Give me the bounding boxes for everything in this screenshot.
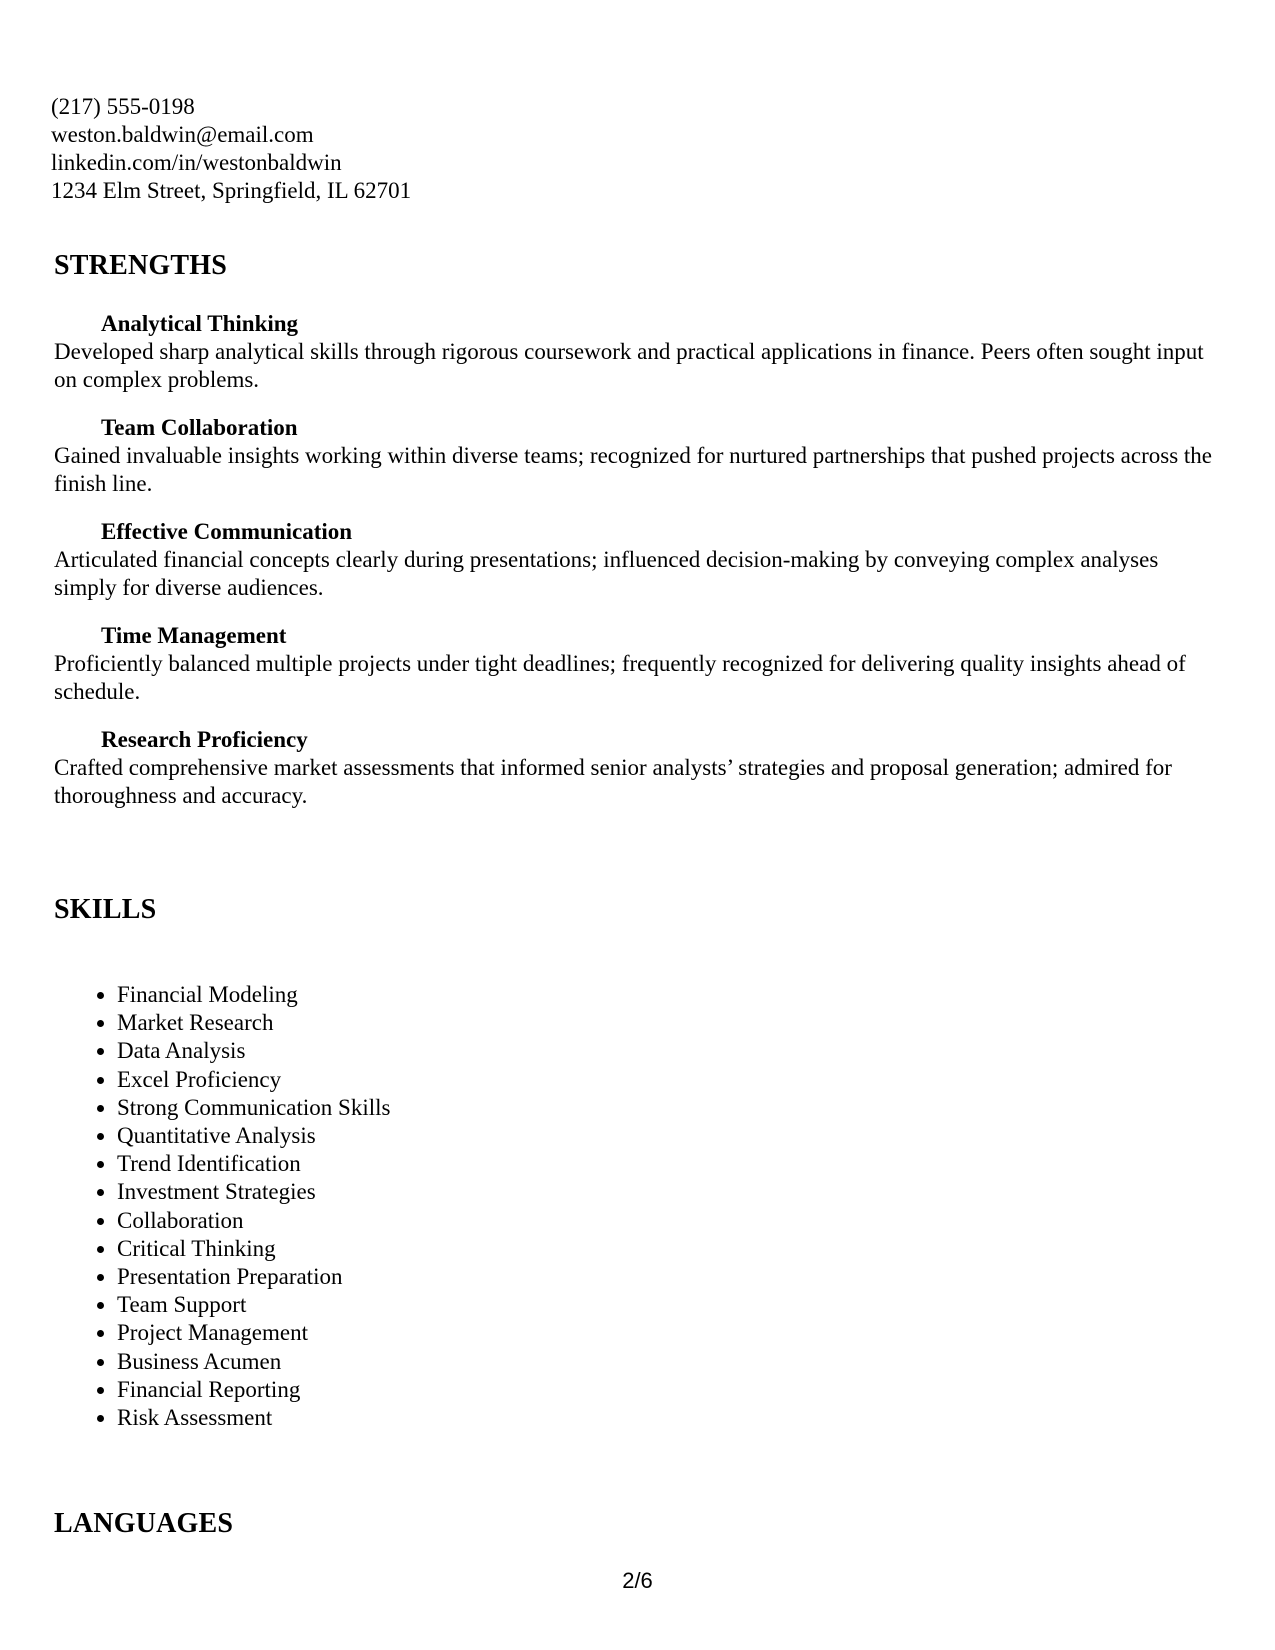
skill-item: • Critical Thinking xyxy=(117,1235,390,1263)
strength-name: Time Management xyxy=(101,623,287,648)
strength-item xyxy=(54,414,1224,498)
page-number: 2/6 xyxy=(622,1568,653,1593)
skill-item: • Market Research xyxy=(117,1009,390,1037)
skill-item: • Data Analysis xyxy=(117,1037,390,1065)
skill-item: • Team Support xyxy=(117,1291,390,1319)
strength-name: Effective Communication xyxy=(101,519,353,544)
contact-email: weston.baldwin@email.com xyxy=(51,122,314,147)
strength-name: Analytical Thinking xyxy=(101,311,299,336)
strength-description: Gained invaluable insights working within diverse teams; recognized for nurtured partnerships that pushed projects across the finish line. xyxy=(54,443,1212,496)
skill-item: • Quantitative Analysis xyxy=(117,1122,390,1150)
strength-item xyxy=(54,310,1224,394)
skill-item: • Risk Assessment xyxy=(117,1404,390,1432)
skill-item: • Business Acumen xyxy=(117,1348,390,1376)
strength-name: Team Collaboration xyxy=(101,415,298,440)
contact-block xyxy=(51,93,411,205)
strengths-list xyxy=(54,310,1224,830)
strength-description: Proficiently balanced multiple projects under tight deadlines; frequently recognized for delivering quality insights ahead of schedule. xyxy=(54,651,1186,704)
skills-heading: SKILLS xyxy=(54,894,157,925)
strength-description: Developed sharp analytical skills through rigorous coursework and practical applications in finance. Peers often sought input on complex problems. xyxy=(54,339,1204,392)
skills-list xyxy=(90,981,390,1432)
contact-address: 1234 Elm Street, Springfield, IL 62701 xyxy=(51,178,412,203)
skill-item: • Investment Strategies xyxy=(117,1178,390,1206)
skill-item: • Project Management xyxy=(117,1319,390,1347)
contact-phone: (217) 555-0198 xyxy=(51,94,195,119)
skill-item: • Presentation Preparation xyxy=(117,1263,390,1291)
contact-linkedin: linkedin.com/in/westonbaldwin xyxy=(51,150,342,175)
strength-description: Crafted comprehensive market assessments that informed senior analysts’ strategies and proposal generation; admired for thoroughness and accuracy. xyxy=(54,755,1172,808)
skill-item: • Strong Communication Skills xyxy=(117,1094,390,1122)
skill-item: • Financial Reporting xyxy=(117,1376,390,1404)
languages-heading: LANGUAGES xyxy=(54,1508,234,1539)
skill-item: • Collaboration xyxy=(117,1207,390,1235)
strength-item xyxy=(54,726,1224,810)
skill-item: • Financial Modeling xyxy=(117,981,390,1009)
strength-item xyxy=(54,518,1224,602)
skill-item: • Trend Identification xyxy=(117,1150,390,1178)
strength-item xyxy=(54,622,1224,706)
skill-item: • Excel Proficiency xyxy=(117,1066,390,1094)
strength-name: Research Proficiency xyxy=(101,727,308,752)
strengths-heading: STRENGTHS xyxy=(54,250,227,281)
strength-description: Articulated financial concepts clearly during presentations; influenced decision-making by conveying complex analyses simply for diverse audiences. xyxy=(54,547,1159,600)
